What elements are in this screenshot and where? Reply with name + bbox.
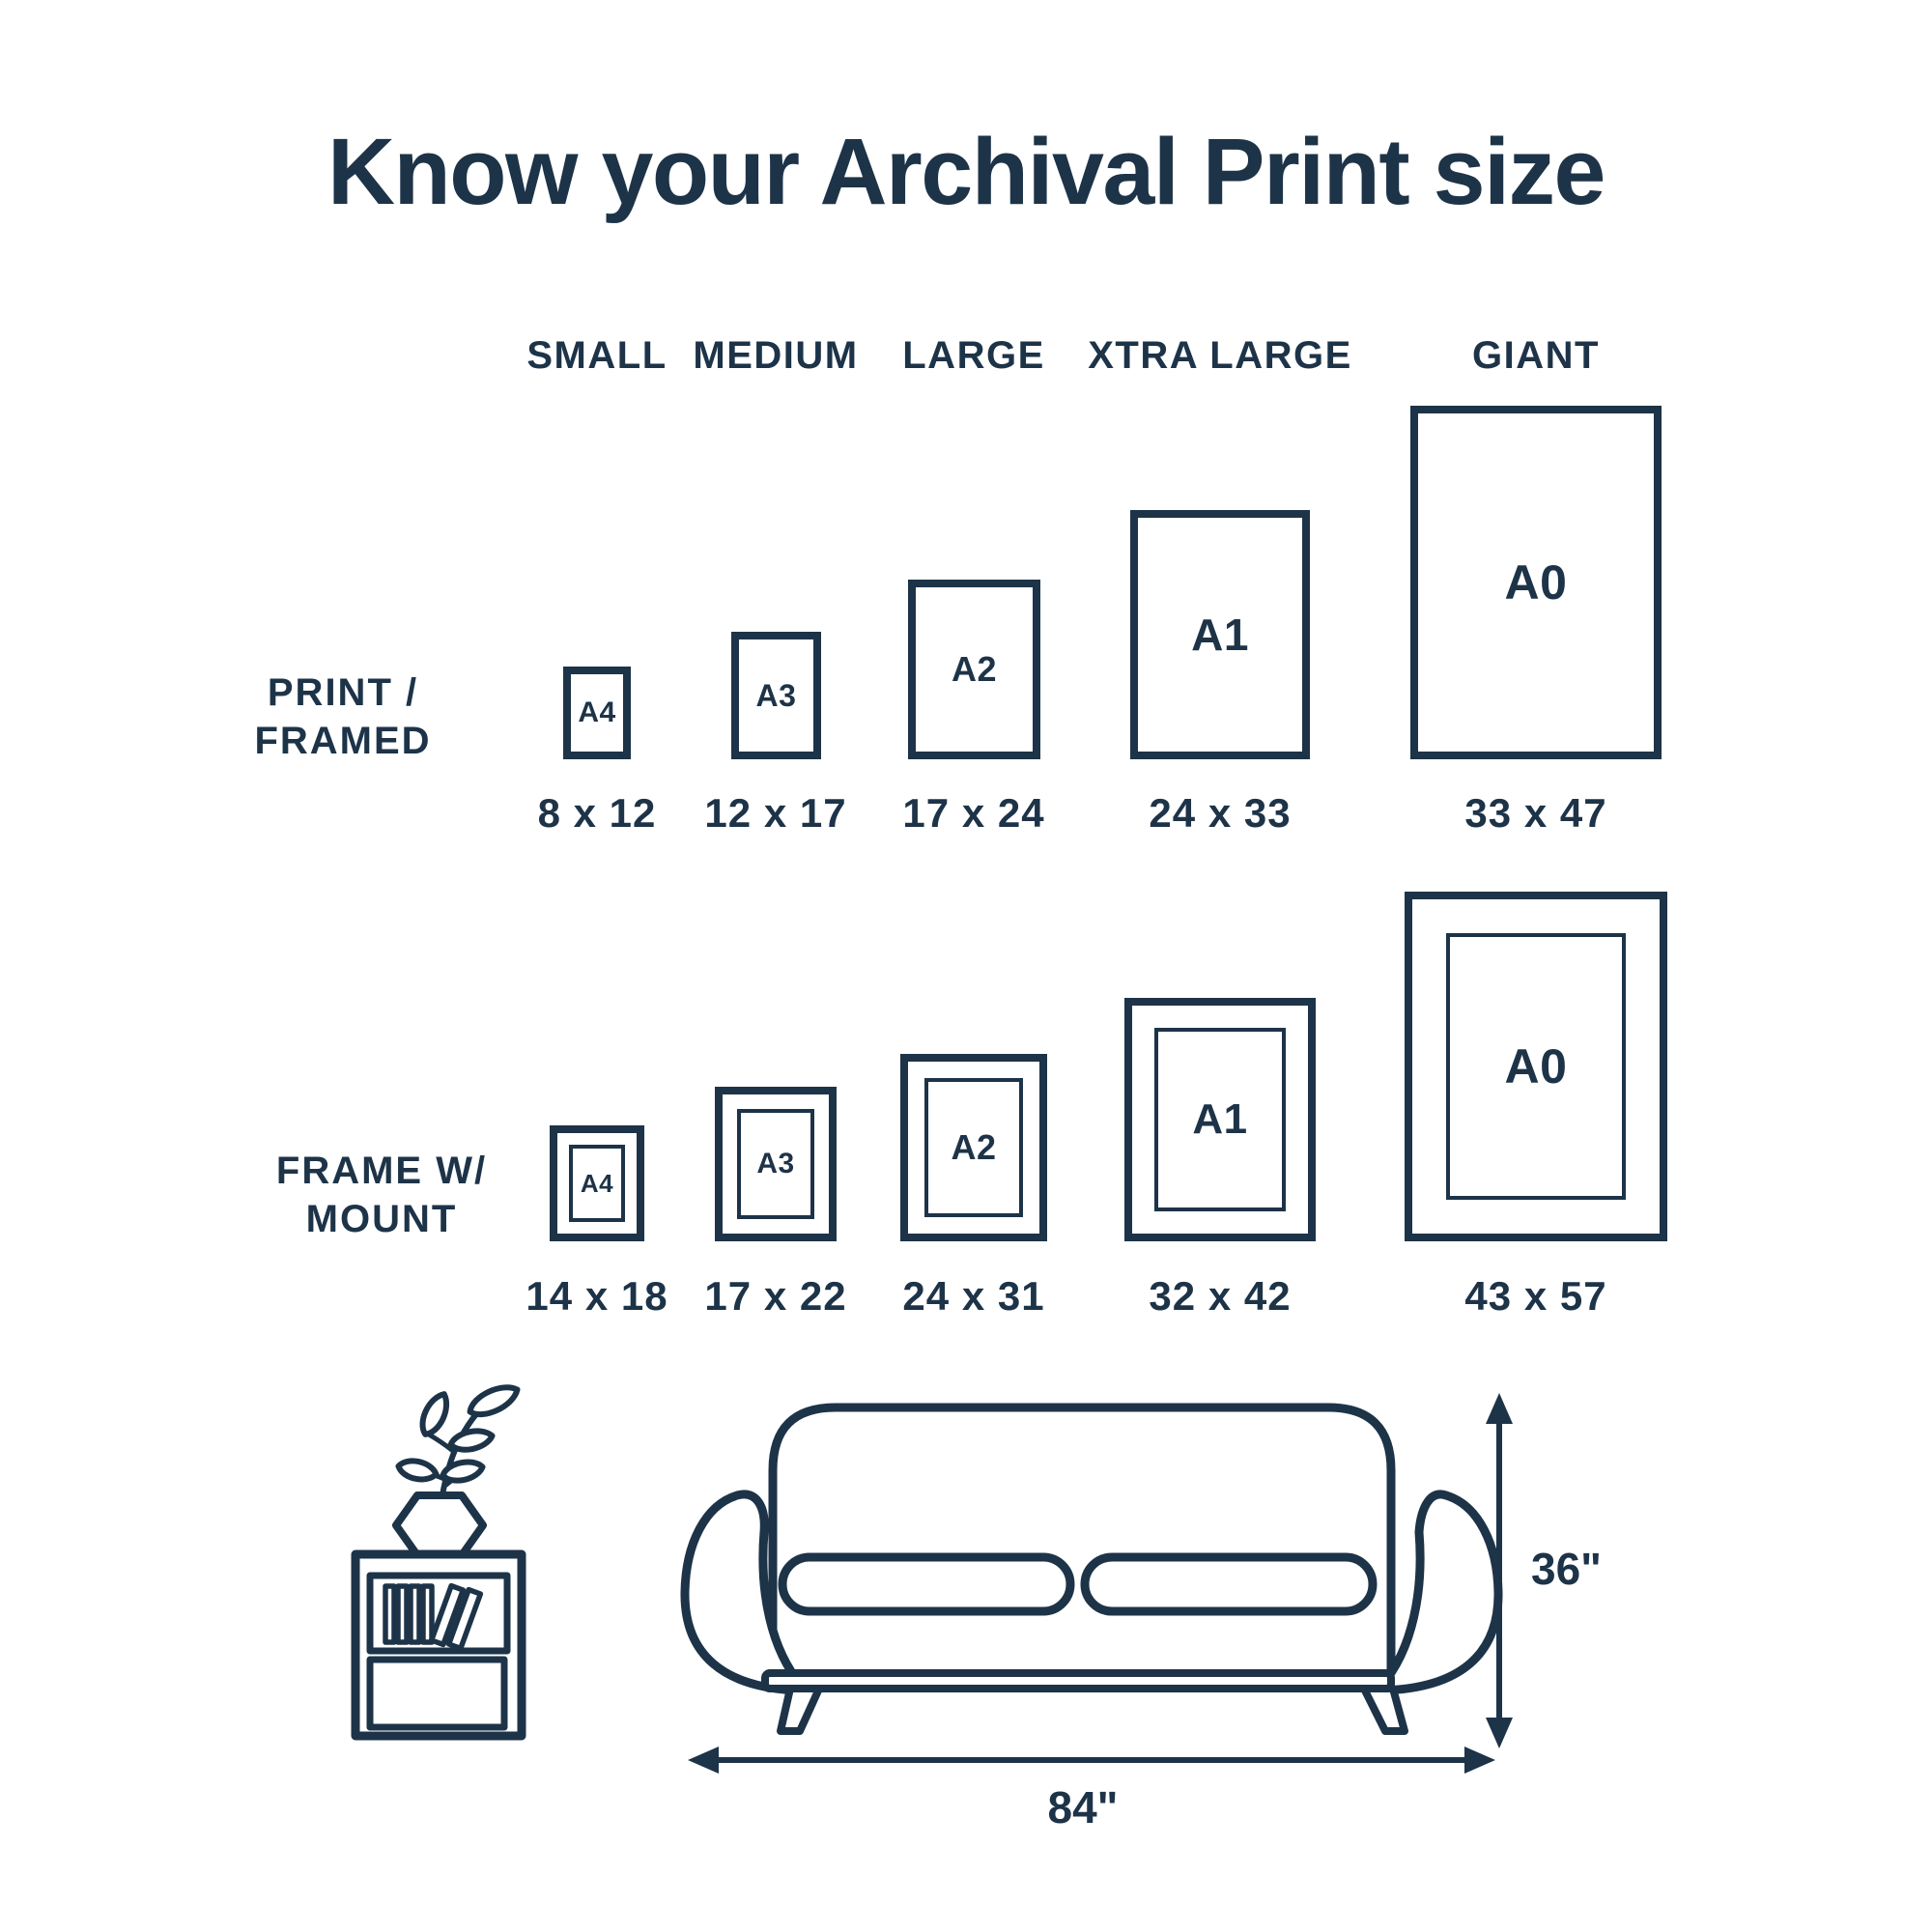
frame-size-medium: 17 x 22	[704, 1273, 847, 1319]
vase	[396, 1495, 483, 1555]
frame-mount-a0	[1446, 933, 1626, 1200]
books-icon	[385, 1586, 480, 1649]
paper-label-a2: A2	[951, 649, 998, 689]
row-label-print-line1: PRINT /	[267, 671, 419, 714]
frame-size-xtra-large: 32 x 42	[1149, 1273, 1292, 1319]
frame-mount-a1	[1154, 1028, 1286, 1211]
sofa-back	[773, 1407, 1391, 1681]
print-a4	[563, 667, 631, 759]
sofa-leg-right	[1364, 1689, 1405, 1731]
column-header-medium: MEDIUM	[693, 334, 859, 377]
row-label-frame-line1: FRAME W/	[275, 1150, 488, 1192]
frame-a0	[1405, 892, 1667, 1241]
frame-paper-label-a0: A0	[1504, 1039, 1568, 1094]
paper-label-a0: A0	[1504, 555, 1568, 610]
frame-mount-a2	[924, 1078, 1023, 1217]
side-table-icon	[355, 1554, 522, 1736]
sofa-leg-left	[781, 1689, 819, 1731]
frame-size-small: 14 x 18	[526, 1273, 668, 1319]
frame-a1	[1124, 998, 1316, 1241]
plant-icon	[396, 1380, 522, 1555]
sofa-height-label: 36"	[1531, 1544, 1602, 1594]
sofa-base	[765, 1673, 1391, 1689]
print-size-small: 8 x 12	[537, 790, 657, 836]
scale-illustration	[251, 1343, 1681, 1845]
frame-paper-label-a2: A2	[951, 1127, 997, 1167]
frame-size-large: 24 x 31	[902, 1273, 1045, 1319]
width-arrow	[688, 1747, 1495, 1774]
sofa-arm-right	[1381, 1494, 1498, 1690]
column-header-large: LARGE	[902, 334, 1045, 377]
frame-mount-a4	[569, 1145, 625, 1222]
frame-size-giant: 43 x 57	[1464, 1273, 1607, 1319]
row-label-print-line2: FRAMED	[254, 720, 432, 762]
print-a0	[1410, 406, 1662, 759]
frame-a2	[900, 1054, 1047, 1241]
print-a3	[731, 632, 821, 759]
frame-a3	[715, 1087, 837, 1241]
frame-paper-label-a4: A4	[580, 1168, 614, 1198]
frame-paper-label-a1: A1	[1192, 1095, 1248, 1143]
print-size-large: 17 x 24	[902, 790, 1045, 836]
row-label-frame-mount	[208, 1147, 555, 1243]
row-label-print-framed	[188, 668, 497, 765]
sofa-cushion-right	[1085, 1557, 1373, 1611]
page-title: Know your Archival Print size	[327, 119, 1605, 224]
column-header-small: SMALL	[526, 334, 668, 377]
paper-label-a4: A4	[578, 696, 616, 728]
print-a1	[1130, 510, 1310, 759]
print-size-xtra-large: 24 x 33	[1149, 790, 1292, 836]
frame-mount-a3	[737, 1109, 814, 1219]
frame-a4	[550, 1125, 644, 1241]
sofa-width-label: 84"	[1047, 1782, 1119, 1833]
paper-label-a3: A3	[755, 677, 797, 713]
sofa-cushion-left	[782, 1557, 1070, 1611]
column-header-xtra-large: XTRA LARGE	[1088, 334, 1352, 377]
print-size-medium: 12 x 17	[704, 790, 847, 836]
print-a2	[908, 580, 1040, 759]
print-size-giant: 33 x 47	[1464, 790, 1607, 836]
paper-label-a1: A1	[1191, 610, 1249, 660]
frame-paper-label-a3: A3	[756, 1148, 795, 1179]
column-header-giant: GIANT	[1472, 334, 1600, 377]
sofa-icon	[685, 1407, 1498, 1731]
row-label-frame-line2: MOUNT	[305, 1198, 458, 1240]
